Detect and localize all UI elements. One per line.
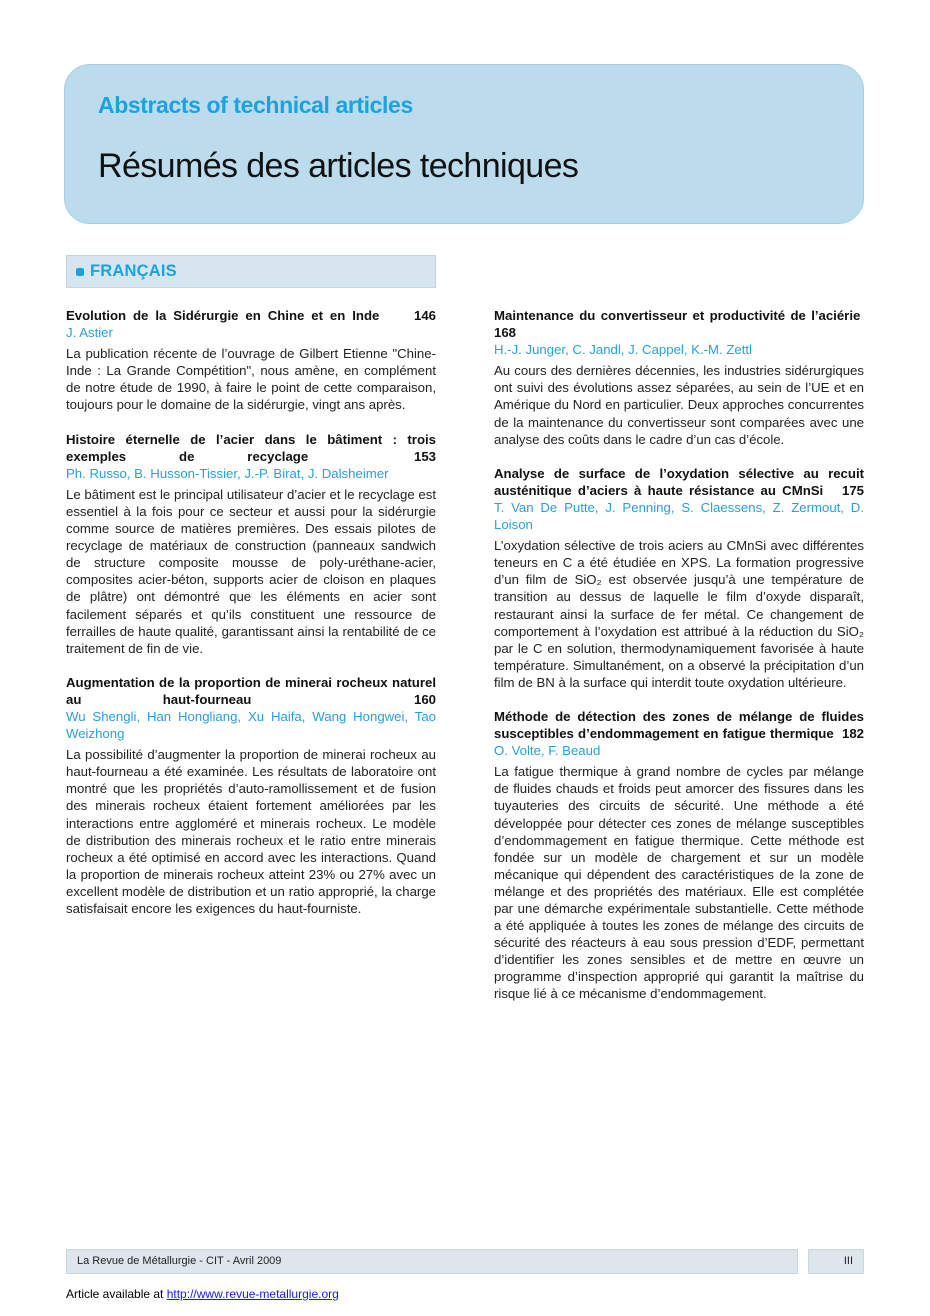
availability-line	[66, 1287, 339, 1301]
article-authors: J. Astier	[66, 325, 113, 341]
section-label: FRANÇAIS	[90, 262, 177, 280]
article-entry	[494, 708, 864, 1003]
article-title: Maintenance du convertisseur et productivité de l’aciérie 168	[494, 308, 861, 341]
article-page: 146	[413, 308, 436, 323]
article-entry	[494, 465, 864, 691]
article-entry	[66, 674, 436, 917]
journal-citation: La Revue de Métallurgie - CIT - Avril 2009	[77, 1255, 282, 1267]
article-abstract: Au cours des dernières décennies, les industries sidérurgiques ont suivi des évolutions assez séparées, au sein de l’UE et en Amérique du Nord en particulier. Deux approches concurrentes de la maintenance du convertisseur sont comparées avec une analyse des coûts dans le cadre d’un cas d’école.	[494, 363, 864, 447]
article-abstract: La publication récente de l’ouvrage de Gilbert Etienne "Chine-Inde : La Grande Compétition", nous amène, en complément de notre étude de 1990, à faire le point de cette comparaison, toujours pour le domaine de la sidérurgie, vingt ans après.	[66, 346, 436, 413]
title-french: Résumés des articles techniques	[98, 147, 579, 185]
article-title: Analyse de surface de l’oxydation sélective au recuit austénitique d’aciers à haute résistance au CMnSi 175	[494, 465, 864, 498]
article-page: 168	[494, 325, 517, 341]
left-column	[66, 307, 436, 934]
article-abstract: Le bâtiment est le principal utilisateur d’acier et le recyclage est essentiel à la fois pour ce secteur et aussi pour la sidérurgie comme source de matières premières. Des essais pilotes de recyclage de matériaux de construction (panneaux sandwich de structure composite mousse de poly-uréthane-acier, composites acier-béton, supports acier de cloison en plaques de plâtre) ont démontré que les éléments en acier sont facilement séparés et qu’ils constituent une ressource de ferrailles de haute qualité, garantissant ainsi la rentabilité de ce traitement de fin de vie.	[66, 486, 436, 656]
footer-bar	[66, 1249, 798, 1274]
article-page: 182	[841, 726, 864, 742]
journal-link[interactable]: http://www.revue-metallurgie.org	[166, 1287, 339, 1301]
article-authors: Ph. Russo, B. Husson-Tissier, J.-P. Birat, J. Dalsheimer	[66, 465, 389, 481]
section-heading	[66, 255, 436, 288]
article-abstract: La possibilité d’augmenter la proportion de minerai rocheux au haut-fourneau a été examinée. Les résultats de laboratoire ont montré que les propriétés d’auto-ramollissement et de fusion des minerais rocheux étaient fortement améliorées par les interactions entre aggloméré et minerais rocheux. Le modèle de distribution des minerais rocheux et le ratio entre minerais rocheux a été optimisé en accord avec les interactions. Quand la proportion de minerais rocheux atteint 23% ou 27% avec un excellent modèle de distribution et un ratio approprié, la charge satisfaisait encore les exigences du haut-fourniste.	[66, 747, 436, 916]
article-page: 175	[841, 482, 864, 498]
article-page: 160	[414, 691, 437, 707]
article-abstract: L’oxydation sélective de trois aciers au CMnSi avec différentes teneurs en C a été étudiée en XPS. La formation progressive d’un film de SiO₂ est observée jusqu’à une température de transition au dessus de laquelle le film d’oxyde disparaît, restaurant ainsi la surface de fer métal. Ce changement de comportement à l’oxydation est attribué à la réduction du SiO₂ par le C en solution, thermodynamiquement favorisée à haute température. Simultanément, on a observé la précipitation d’un film de BN à la surface qui interdit toute oxydation ultérieure.	[494, 538, 864, 690]
right-column	[494, 307, 864, 1020]
article-title: Augmentation de la proportion de minerai rocheux naturel au haut-fourneau 160	[66, 674, 437, 707]
article-entry	[66, 307, 436, 414]
article-authors: O. Volte, F. Beaud	[494, 743, 601, 759]
square-bullet-icon	[76, 268, 84, 276]
article-authors: H.-J. Junger, C. Jandl, J. Cappel, K.-M. Zettl	[494, 342, 752, 358]
article-entry	[494, 307, 864, 448]
article-abstract: La fatigue thermique à grand nombre de cycles par mélange de fluides chauds et froids peut amorcer des fissures dans les tuyauteries des circuits de sécurité. Une méthode a été développée pour détecter ces zones de mélange susceptibles d’endommagement en fatigue thermique. Cette méthode est fondée sur un modèle de chargement et sur un modèle mécanique qui dépendent des caractéristiques de la zone de mélange et des propriétés des matériaux. Elle est complétée par une démarche expérimentale substantielle. Cette méthode a été appliquée à toutes les zones de mélange des circuits de sécurité des réacteurs à eau sous pression d’EDF, permettant d’identifier les zones sensibles et de mettre en œuvre un programme d’inspection approprié qui garantit la maîtrise du risque lié à ce mécanisme d’endommagement.	[494, 764, 864, 1002]
header-banner	[64, 64, 864, 224]
article-page: 153	[413, 448, 436, 464]
article-entry	[66, 431, 436, 657]
title-english: Abstracts of technical articles	[98, 92, 413, 118]
article-authors: T. Van De Putte, J. Penning, S. Claessens, Z. Zermout, D. Loison	[494, 499, 864, 533]
availability-prefix: Article available at	[66, 1287, 167, 1301]
article-title: Evolution de la Sidérurgie en Chine et en Inde 146	[66, 308, 436, 323]
article-authors: Wu Shengli, Han Hongliang, Xu Haifa, Wang Hongwei, Tao Weizhong	[66, 708, 436, 742]
footer-page-box	[808, 1249, 864, 1274]
page-number: III	[843, 1255, 853, 1267]
article-title: Méthode de détection des zones de mélange de fluides susceptibles d’endommagement en fatigue thermique 182	[494, 708, 864, 742]
article-title: Histoire éternelle de l’acier dans le bâtiment : trois exemples de recyclage 153	[66, 431, 436, 464]
